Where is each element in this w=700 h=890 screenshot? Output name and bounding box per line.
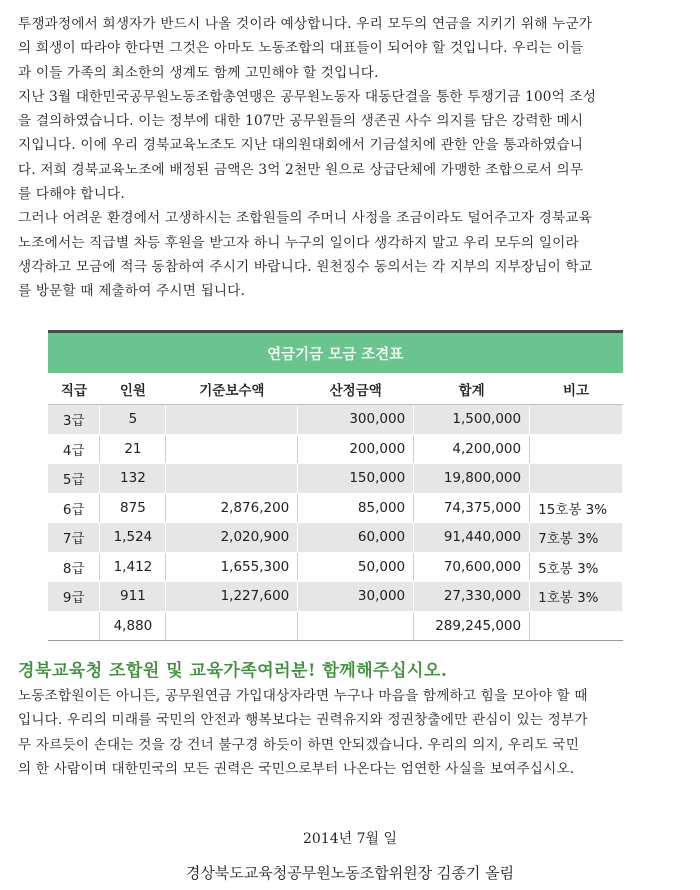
amount-cell: 85,000 — [298, 493, 414, 523]
closing-line: 의 한 사람이며 대한민국의 모든 권력은 국민으로부터 나온다는 엄연한 사실을 보여주십시오. — [18, 760, 575, 777]
column-header: 직급 — [48, 373, 100, 405]
grade-cell — [48, 611, 100, 641]
headcount-cell: 5 — [100, 405, 166, 435]
table-row — [48, 552, 623, 582]
grade-cell: 6급 — [48, 493, 100, 523]
grade-cell: 8급 — [48, 552, 100, 582]
table-row — [48, 464, 623, 494]
intro-line: 를 다해야 합니다. — [18, 186, 125, 203]
intro-line: 투쟁과정에서 희생자가 반드시 나올 것이라 예상합니다. 우리 모두의 연금을 지키기 위해 누군가 — [18, 16, 593, 32]
closing-text — [18, 684, 682, 781]
intro-line: 를 방문할 때 제출하여 주시면 됩니다. — [18, 283, 246, 300]
note-cell — [530, 405, 623, 435]
closing-line: 노동조합원이든 아니든, 공무원연금 가입대상자라면 누구나 마음을 함께하고 힘을 모아야 할 때 — [18, 688, 588, 704]
headcount-cell: 132 — [100, 464, 166, 494]
table-row — [48, 523, 623, 553]
headcount-cell: 21 — [100, 434, 166, 464]
table-caption: 연금기금 모금 조견표 — [48, 332, 623, 374]
total-cell: 1,500,000 — [414, 405, 530, 435]
intro-line: 과 이들 가족의 최소한의 생계도 함께 고민해야 할 것입니다. — [18, 64, 379, 81]
headcount-cell: 1,412 — [100, 552, 166, 582]
note-cell: 15호봉 3% — [530, 493, 623, 523]
column-header: 기준보수액 — [166, 373, 298, 405]
table-caption-row — [48, 332, 623, 374]
table-header-row — [48, 373, 623, 405]
table-row — [48, 434, 623, 464]
note-cell — [530, 464, 623, 494]
amount-cell: 30,000 — [298, 582, 414, 612]
closing-line: 무 자르듯이 손대는 것을 강 건너 불구경 하듯이 하면 안되겠습니다. 우리의 의지, 우리도 국민 — [18, 736, 580, 753]
grade-cell: 9급 — [48, 582, 100, 612]
total-cell: 74,375,000 — [414, 493, 530, 523]
table-row — [48, 493, 623, 523]
base-pay-cell — [166, 464, 298, 494]
total-cell: 4,200,000 — [414, 434, 530, 464]
intro-line: 지난 3월 대한민국공무원노동조합총연맹은 공무원노동자 대동단결을 통한 투쟁기금 100억 조성 — [18, 88, 597, 105]
intro-text — [18, 12, 682, 304]
intro-line: 그러나 어려운 환경에서 고생하시는 조합원들의 주머니 사정을 조금이라도 덜어주고자 경북교육 — [18, 210, 592, 227]
table-row — [48, 405, 623, 435]
grade-cell: 5급 — [48, 464, 100, 494]
headcount-total-cell: 4,880 — [100, 611, 166, 641]
fund-table — [48, 330, 623, 641]
amount-cell: 200,000 — [298, 434, 414, 464]
column-header: 비고 — [530, 373, 623, 405]
intro-line: 생각하고 모금에 적극 동참하여 주시기 바랍니다. 원천징수 동의서는 각 지부의 지부장님이 학교 — [18, 258, 593, 275]
base-pay-cell — [166, 405, 298, 435]
total-cell: 70,600,000 — [414, 552, 530, 582]
amount-cell: 60,000 — [298, 523, 414, 553]
base-pay-cell — [166, 434, 298, 464]
closing-line: 입니다. 우리의 미래를 국민의 안전과 행복보다는 권력유지와 정권창출에만 관심이 있는 정부가 — [18, 712, 588, 729]
intro-line: 을 결의하였습니다. 이는 정부에 대한 107만 공무원들의 생존권 사수 의지를 담은 강력한 메시 — [18, 113, 584, 130]
intro-line: 의 희생이 따라야 한다면 그것은 아마도 노동조합의 대표들이 되어야 할 것입니다. 우리는 이들 — [18, 40, 584, 57]
total-row — [48, 611, 623, 641]
base-pay-cell: 1,227,600 — [166, 582, 298, 612]
column-header: 합계 — [414, 373, 530, 405]
grade-cell: 4급 — [48, 434, 100, 464]
total-cell: 19,800,000 — [414, 464, 530, 494]
document-date: 2014년 7월 일 — [302, 831, 397, 847]
base-pay-cell: 2,020,900 — [166, 523, 298, 553]
headcount-cell: 911 — [100, 582, 166, 612]
appeal-heading: 경북교육청 조합원 및 교육가족여러분! 함께해주십시오. — [18, 661, 448, 681]
intro-line: 지입니다. 이에 우리 경북교육노조도 지난 대의원대회에서 기금설치에 관한 안을 통과하였습니 — [18, 137, 584, 154]
base-pay-cell — [166, 611, 298, 641]
amount-cell: 50,000 — [298, 552, 414, 582]
note-cell: 7호봉 3% — [530, 523, 623, 553]
signature-line: 경상북도교육청공무원노동조합위원장 김종기 올림 — [185, 864, 515, 882]
intro-line: 노조에서는 직급별 차등 후원을 받고자 하니 누구의 일이다 생각하지 말고 우리 모두의 일이라 — [18, 234, 579, 251]
amount-cell: 300,000 — [298, 405, 414, 435]
grade-cell: 3급 — [48, 405, 100, 435]
note-cell — [530, 434, 623, 464]
intro-line: 다. 저희 경북교육노조에 배정된 금액은 3억 2천만 원으로 상급단체에 가맹한 조합으로서 의무 — [18, 161, 584, 178]
note-cell: 5호봉 3% — [530, 552, 623, 582]
base-pay-cell: 1,655,300 — [166, 552, 298, 582]
note-cell — [530, 611, 623, 641]
base-pay-cell: 2,876,200 — [166, 493, 298, 523]
grand-total-cell: 289,245,000 — [414, 611, 530, 641]
headcount-cell: 1,524 — [100, 523, 166, 553]
table-row — [48, 582, 623, 612]
amount-cell — [298, 611, 414, 641]
total-cell: 91,440,000 — [414, 523, 530, 553]
note-cell: 1호봉 3% — [530, 582, 623, 612]
grade-cell: 7급 — [48, 523, 100, 553]
column-header: 인원 — [100, 373, 166, 405]
fund-table-container — [48, 330, 623, 641]
headcount-cell: 875 — [100, 493, 166, 523]
total-cell: 27,330,000 — [414, 582, 530, 612]
amount-cell: 150,000 — [298, 464, 414, 494]
column-header: 산정금액 — [298, 373, 414, 405]
